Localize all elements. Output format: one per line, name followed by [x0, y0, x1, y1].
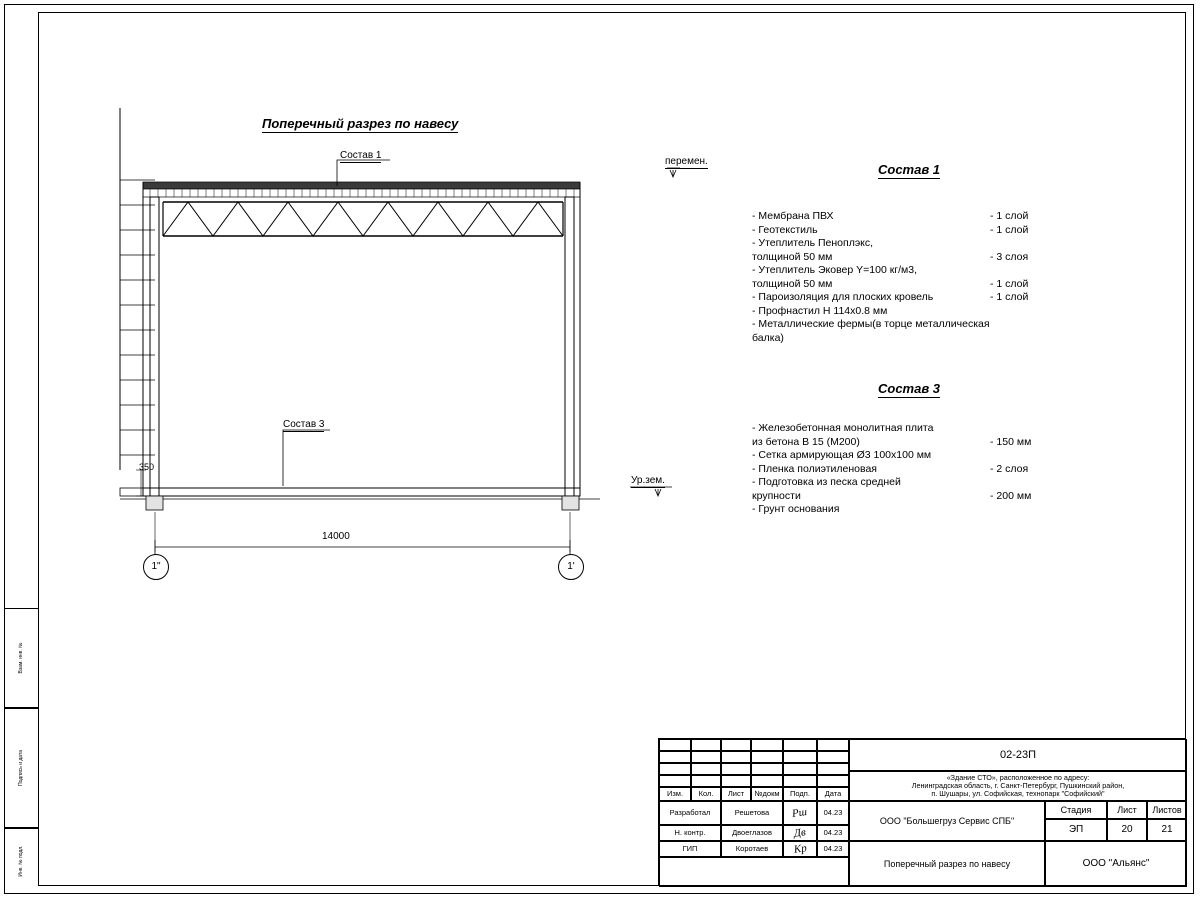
stamp-grid-cell [783, 751, 817, 763]
stamp-lists-header: Листов [1147, 801, 1187, 819]
spec-row-name: - Профнастил Н 114х0.8 мм [752, 304, 888, 317]
stamp-sheet-title: Поперечный разрез по навесу [849, 841, 1045, 887]
spec-row-value: - 1 слой [990, 210, 1029, 222]
stamp-date-gip: 04.23 [817, 841, 849, 857]
spec-row [752, 237, 1092, 264]
stamp-col-izm: Изм. [659, 787, 691, 801]
spec-row-name: - Пленка полиэтиленовая [752, 462, 877, 475]
stamp-grid-cell [751, 739, 783, 751]
stamp-empty-bottomleft [659, 857, 849, 887]
stamp-grid-cell [691, 775, 721, 787]
spec-row-name: - Грунт основания [752, 503, 840, 515]
stamp-grid-cell [783, 775, 817, 787]
stamp-object-description [849, 771, 1187, 801]
title-block [658, 738, 1186, 886]
stamp-name-gip: Коротаев [721, 841, 783, 857]
side-stamp-podpis [4, 708, 38, 828]
stamp-grid-cell [721, 763, 751, 775]
spec-row-value: - 1 слой [990, 277, 1029, 290]
stamp-sign-gip [783, 841, 817, 857]
stamp-grid-cell [691, 739, 721, 751]
axis-bubble-left: 1" [143, 554, 169, 580]
signature-glyph: Кр [792, 841, 808, 856]
stamp-role-nkontr: Н. контр. [659, 825, 721, 841]
side-stamp-inv [4, 828, 38, 894]
spec-row [752, 305, 1092, 319]
stamp-grid-cell [783, 763, 817, 775]
spec-row-name: - Утеплитель Пеноплэкс, толщиной 50 мм [752, 237, 874, 263]
spec-row-name: - Железобетонная монолитная плита из бетона В 15 (М200) [752, 422, 934, 448]
stamp-grid-cell [751, 751, 783, 763]
spec-row-name: - Металлические фермы(в торце металлическая балка) [752, 318, 990, 344]
stamp-company-organization: ООО "Альянс" [1045, 841, 1187, 887]
spec-row-name: - Мембрана ПВХ [752, 210, 834, 222]
signature-glyph: Дв [793, 825, 807, 840]
callout-sostav-3: Состав 3 [283, 419, 325, 430]
section-title: Поперечный разрез по навесу [262, 116, 459, 131]
side-stamp-podpis-label: Подпись и дата [18, 750, 24, 786]
stamp-grid-cell [817, 751, 849, 763]
dimension-height: 350 [139, 462, 155, 472]
stamp-grid-cell [659, 751, 691, 763]
stamp-grid-cell [817, 739, 849, 751]
stamp-grid-cell [659, 739, 691, 751]
stamp-col-data: Дата [817, 787, 849, 801]
spec1-title: Состав 1 [878, 162, 941, 177]
spec-row-name: - Геотекстиль [752, 223, 818, 236]
object-line-2: Ленинградская область, г. Санкт-Петербург, Пушкинский район, [911, 780, 1125, 790]
stamp-grid-cell [751, 775, 783, 787]
stamp-sign-nkontr [783, 825, 817, 841]
spec-row-value: - 1 слой [990, 223, 1029, 236]
object-line-3: п. Шушары, ул. Софийская, технопарк "Софийский" [931, 789, 1105, 799]
stamp-grid-cell [691, 763, 721, 775]
spec3-title: Состав 3 [878, 381, 941, 396]
spec-row-name: - Пароизоляция для плоских кровель [752, 291, 934, 303]
spec-row [752, 318, 1092, 345]
signature-glyph: Рш [791, 805, 809, 820]
stamp-role-gip: ГИП [659, 841, 721, 857]
stamp-grid-cell [659, 763, 691, 775]
spec-row-value: - 150 мм [990, 435, 1032, 448]
object-line-1: «Здание СТО», расположенное по адресу: [946, 772, 1090, 782]
spec-row-value: - 2 слоя [990, 462, 1029, 475]
side-stamp-vzam [4, 608, 38, 708]
spec-row [752, 224, 1092, 238]
stamp-company-developer: ООО "Большегруз Сервис СПБ" [849, 801, 1045, 841]
stamp-role-razrabotal: Разработал [659, 801, 721, 825]
stamp-col-ndok: №докм [751, 787, 783, 801]
stamp-col-podp: Подп. [783, 787, 817, 801]
spec-row [752, 503, 1092, 517]
stamp-grid-cell [659, 775, 691, 787]
stamp-stage-header: Стадия [1045, 801, 1107, 819]
stamp-sign-razrabotal [783, 801, 817, 825]
level-variable-label: перемен. [665, 156, 708, 167]
spec-row-name: - Утеплитель Эковер Y=100 кг/м3, толщиной 50 мм [752, 264, 918, 290]
spec-row-name: - Подготовка из песка средней крупности [752, 476, 901, 502]
spec-row-value: - 3 слоя [990, 250, 1029, 263]
stamp-grid-cell [817, 763, 849, 775]
stamp-project-code: 02-23П [849, 739, 1187, 771]
stamp-list-value: 20 [1107, 819, 1147, 841]
spec-row [752, 291, 1092, 305]
stamp-grid-cell [691, 751, 721, 763]
stamp-grid-cell [721, 775, 751, 787]
level-ground-label: Ур.зем. [631, 475, 665, 486]
axis-bubble-right: 1' [558, 554, 584, 580]
spec3-list [752, 422, 1092, 517]
spec-row [752, 476, 1092, 503]
stamp-stage-value: ЭП [1045, 819, 1107, 841]
spec-row [752, 422, 1092, 449]
spec-row [752, 210, 1092, 224]
side-stamp-vzam-label: Взам. инв. № [18, 642, 24, 674]
spec-row-name: - Сетка армирующая Ø3 100х100 мм [752, 449, 932, 461]
spec-row-value: - 1 слой [990, 291, 1029, 303]
spec-row [752, 449, 1092, 463]
side-stamp-inv-label: Инв. № подл. [18, 845, 24, 877]
spec-row [752, 463, 1092, 477]
stamp-name-nkontr: Двоеглазов [721, 825, 783, 841]
stamp-date-razrabotal: 04.23 [817, 801, 849, 825]
stamp-grid-cell [783, 739, 817, 751]
dimension-width: 14000 [322, 531, 350, 542]
stamp-lists-value: 21 [1147, 819, 1187, 841]
stamp-col-list: Лист [721, 787, 751, 801]
stamp-list-header: Лист [1107, 801, 1147, 819]
stamp-grid-cell [721, 739, 751, 751]
spec1-list [752, 210, 1092, 345]
stamp-name-razrabotal: Решетова [721, 801, 783, 825]
stamp-grid-cell [817, 775, 849, 787]
stamp-col-kol: Кол. [691, 787, 721, 801]
stamp-grid-cell [721, 751, 751, 763]
spec-row [752, 264, 1092, 291]
stamp-date-nkontr: 04.23 [817, 825, 849, 841]
stamp-grid-cell [751, 763, 783, 775]
callout-sostav-1: Состав 1 [340, 150, 382, 161]
spec-row-value: - 200 мм [990, 489, 1032, 502]
